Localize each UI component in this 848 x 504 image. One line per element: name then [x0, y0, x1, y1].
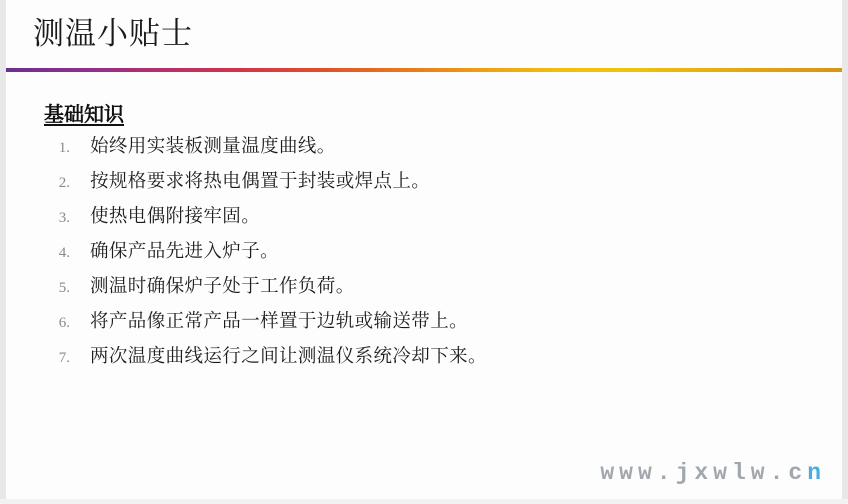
list-item	[30, 342, 790, 377]
list-item	[30, 167, 790, 202]
list-item-text: 始终用实装板测量温度曲线。	[90, 135, 336, 156]
list-item	[30, 237, 790, 272]
watermark-accent-text: n	[807, 460, 826, 486]
list-item	[30, 202, 790, 237]
list-item-text: 测温时确保炉子处于工作负荷。	[90, 275, 355, 296]
watermark	[600, 460, 826, 486]
list-item-number: 3.	[58, 210, 70, 226]
bottom-edge-strip	[0, 499, 848, 504]
list-item-number: 5.	[58, 280, 70, 296]
section-heading: 基础知识	[44, 104, 124, 126]
watermark-text: www.jxwlw.c	[600, 460, 808, 486]
list-item-number: 1.	[58, 140, 70, 156]
list-item-text: 使热电偶附接牢固。	[90, 205, 261, 226]
list-item-number: 2.	[58, 175, 70, 191]
numbered-list	[30, 132, 790, 377]
page-title: 测温小贴士	[33, 16, 193, 51]
list-item-number: 7.	[58, 350, 70, 366]
list-item-text: 按规格要求将热电偶置于封装或焊点上。	[90, 170, 431, 191]
list-item	[30, 132, 790, 167]
gradient-divider	[6, 68, 842, 72]
list-item-text: 两次温度曲线运行之间让测温仪系统冷却下来。	[90, 345, 487, 366]
list-item-text: 将产品像正常产品一样置于边轨或输送带上。	[90, 310, 469, 331]
list-item	[30, 272, 790, 307]
left-edge-strip	[0, 0, 6, 504]
list-item-number: 6.	[58, 315, 70, 331]
list-item	[30, 307, 790, 342]
right-edge-strip	[842, 0, 848, 504]
list-item-number: 4.	[58, 245, 70, 261]
list-item-text: 确保产品先进入炉子。	[90, 240, 280, 261]
